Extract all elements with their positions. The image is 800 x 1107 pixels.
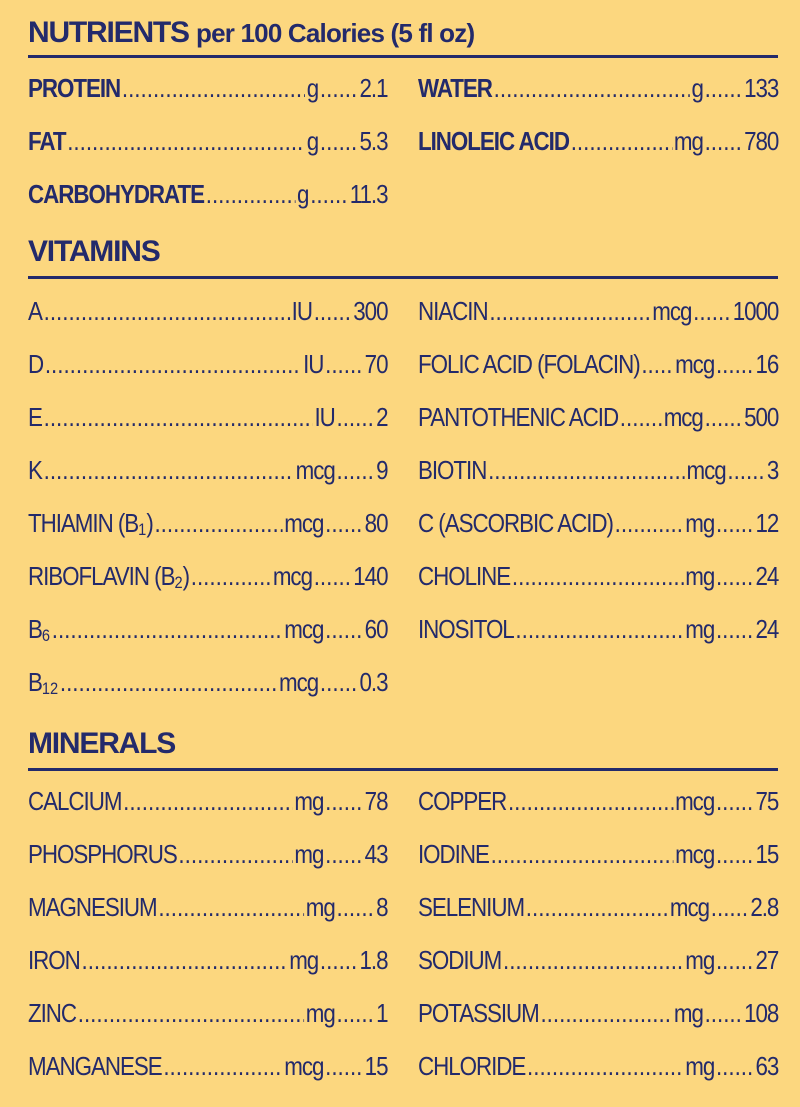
nutrient-value: 2 [376, 402, 388, 432]
vitamins-row [28, 404, 387, 430]
unit-label: g [691, 73, 703, 103]
nutrients-divider [28, 55, 778, 58]
vitamins-row [28, 669, 387, 697]
dot-leader [711, 894, 749, 920]
nutrient-name: BIOTIN [418, 455, 487, 485]
dot-leader [320, 75, 358, 101]
dot-leader [693, 298, 731, 324]
nutrient-value: 2.1 [359, 73, 388, 103]
vitamins-row [418, 298, 778, 324]
nutrient-name: MANGANESE [28, 1051, 162, 1081]
nutrient-value: 108 [744, 998, 779, 1028]
dot-leader [44, 404, 313, 430]
dot-leader [337, 457, 375, 483]
dot-leader [314, 298, 352, 324]
dot-leader [320, 128, 358, 154]
nutrient-name: POTASSIUM [418, 998, 539, 1028]
unit-label: mg [673, 126, 703, 156]
dot-leader [191, 563, 271, 589]
nutrient-name: B12 [28, 667, 59, 698]
unit-label: mg [305, 998, 335, 1028]
unit-label: IU [314, 402, 335, 432]
nutrient-value: 24 [755, 614, 779, 644]
dot-leader [52, 616, 283, 642]
unit-label: mg [685, 945, 715, 975]
unit-label: g [306, 73, 319, 103]
nutrient-name: A [28, 296, 42, 326]
dot-leader [705, 404, 743, 430]
nutrients-row [418, 128, 778, 154]
dot-leader [512, 563, 684, 589]
vitamins-row [28, 457, 387, 483]
nutrient-value: 9 [376, 455, 388, 485]
dot-leader [320, 947, 358, 973]
dot-leader [337, 894, 375, 920]
dot-leader [716, 351, 754, 377]
dot-leader [508, 788, 673, 814]
minerals-title: MINERALS [28, 727, 176, 760]
unit-label: mcg [675, 349, 715, 379]
unit-label: mcg [652, 296, 692, 326]
minerals-divider [28, 768, 778, 771]
nutrient-value: 133 [744, 73, 779, 103]
dot-leader [494, 75, 690, 101]
nutrient-value: 1.8 [359, 945, 388, 975]
vitamins-heading [28, 237, 160, 267]
dot-leader [310, 181, 348, 207]
unit-label: g [297, 179, 309, 209]
minerals-row [28, 1053, 387, 1079]
nutrient-name: PROTEIN [28, 73, 121, 103]
dot-leader [325, 788, 363, 814]
minerals-row [28, 788, 387, 814]
nutrient-name: FOLIC ACID (FOLACIN) [418, 349, 640, 379]
nutrient-name: MAGNESIUM [28, 892, 157, 922]
nutrient-value: 3 [766, 455, 779, 485]
dot-leader [488, 457, 685, 483]
nutrient-name: PANTOTHENIC ACID [418, 402, 619, 432]
nutrient-value: 78 [364, 786, 388, 816]
minerals-heading [28, 729, 175, 759]
nutrient-value: 63 [755, 1051, 779, 1081]
nutrient-value: 70 [364, 349, 388, 379]
nutrients-title: NUTRIENTS [28, 16, 189, 49]
nutrient-value: 15 [755, 839, 779, 869]
nutrient-value: 8 [376, 892, 388, 922]
nutrient-value: 0.3 [359, 667, 388, 697]
minerals-row [418, 841, 778, 867]
dot-leader [122, 75, 305, 101]
unit-label: mcg [675, 786, 715, 816]
minerals-row [418, 1000, 778, 1026]
dot-leader [337, 1000, 375, 1026]
dot-leader [705, 1000, 743, 1026]
nutrients-row [28, 75, 387, 101]
nutrient-name: K [28, 455, 42, 485]
nutrient-name: E [28, 402, 42, 432]
dot-leader [67, 128, 305, 154]
unit-label: mcg [284, 508, 324, 538]
unit-label: mcg [272, 561, 312, 591]
unit-label: mg [685, 614, 715, 644]
nutrient-value: 16 [755, 349, 779, 379]
dot-leader [320, 669, 358, 695]
nutrient-name: SELENIUM [418, 892, 525, 922]
minerals-row [28, 1000, 387, 1026]
minerals-row [418, 894, 778, 920]
nutrient-name: B6 [28, 614, 51, 645]
nutrient-value: 1 [376, 998, 388, 1028]
nutrient-name: D [28, 349, 44, 379]
minerals-row [28, 841, 387, 867]
dot-leader [716, 563, 754, 589]
dot-leader [45, 351, 302, 377]
nutrient-value: 60 [364, 614, 388, 644]
nutrient-name: WATER [418, 73, 492, 103]
nutrient-name: IRON [28, 945, 80, 975]
nutrient-name: IODINE [418, 839, 489, 869]
nutrient-value: 5.3 [359, 126, 388, 156]
dot-leader [571, 128, 672, 154]
vitamins-row [28, 563, 387, 591]
vitamins-row [28, 510, 387, 538]
nutrients-subtitle: per 100 Calories (5 fl oz) [196, 18, 475, 48]
nutrient-value: 140 [353, 561, 388, 591]
unit-label: mcg [663, 402, 703, 432]
dot-leader [526, 894, 668, 920]
unit-label: mg [673, 998, 703, 1028]
dot-leader [325, 616, 363, 642]
dot-leader [123, 788, 293, 814]
dot-leader [44, 457, 294, 483]
dot-leader [154, 510, 282, 536]
vitamins-row [418, 404, 778, 430]
vitamins-row [418, 457, 778, 483]
nutrient-value: 11.3 [349, 179, 388, 209]
nutrient-name: ZINC [28, 998, 77, 1028]
dot-leader [503, 947, 684, 973]
dot-leader [620, 404, 662, 430]
dot-leader [44, 298, 290, 324]
unit-label: mcg [675, 839, 715, 869]
nutrient-name: CHOLINE [418, 561, 511, 591]
dot-leader [78, 1000, 304, 1026]
dot-leader [178, 841, 292, 867]
subscript: 6 [41, 626, 51, 645]
nutrient-name: COPPER [418, 786, 507, 816]
unit-label: IU [303, 349, 324, 379]
nutrient-name: INOSITOL [418, 614, 514, 644]
nutrient-value: 1000 [732, 296, 779, 326]
nutrient-name: SODIUM [418, 945, 502, 975]
nutrient-value: 80 [364, 508, 388, 538]
vitamins-row [418, 351, 778, 377]
vitamins-row [28, 616, 387, 644]
nutrients-row [28, 181, 387, 207]
nutrient-value: 43 [364, 839, 388, 869]
minerals-row [28, 894, 387, 920]
dot-leader [81, 947, 287, 973]
unit-label: mcg [284, 1051, 324, 1081]
unit-label: mg [294, 839, 324, 869]
dot-leader [716, 841, 754, 867]
dot-leader [60, 669, 277, 695]
dot-leader [337, 404, 375, 430]
nutrients-row [418, 75, 778, 101]
nutrients-heading [28, 18, 474, 48]
unit-label: IU [291, 296, 312, 326]
nutrient-value: 24 [755, 561, 779, 591]
nutrient-value: 500 [744, 402, 779, 432]
vitamins-title: VITAMINS [28, 235, 160, 268]
unit-label: mg [294, 786, 324, 816]
vitamins-divider [28, 276, 778, 279]
dot-leader [515, 616, 683, 642]
minerals-row [418, 1053, 778, 1079]
subscript: 12 [41, 679, 59, 698]
nutrient-value: 27 [755, 945, 779, 975]
minerals-row [418, 788, 778, 814]
minerals-row [418, 947, 778, 973]
unit-label: g [306, 126, 319, 156]
nutrient-name: CHLORIDE [418, 1051, 526, 1081]
unit-label: mcg [295, 455, 335, 485]
vitamins-row [28, 351, 387, 377]
dot-leader [716, 788, 754, 814]
minerals-row [28, 947, 387, 973]
dot-leader [325, 1053, 363, 1079]
unit-label: mcg [686, 455, 726, 485]
unit-label: mg [289, 945, 319, 975]
vitamins-row [418, 510, 778, 536]
dot-leader [491, 841, 674, 867]
dot-leader [716, 1053, 754, 1079]
dot-leader [716, 947, 754, 973]
nutrient-value: 15 [364, 1051, 388, 1081]
dot-leader [163, 1053, 282, 1079]
nutrient-name: C (ASCORBIC ACID) [418, 508, 613, 538]
unit-label: mg [685, 1051, 715, 1081]
nutrient-name: CALCIUM [28, 786, 122, 816]
dot-leader [716, 616, 754, 642]
dot-leader [727, 457, 765, 483]
dot-leader [540, 1000, 672, 1026]
dot-leader [705, 75, 743, 101]
unit-label: mcg [279, 667, 319, 697]
nutrient-value: 780 [744, 126, 779, 156]
nutrient-name: RIBOFLAVIN (B2) [28, 561, 190, 592]
dot-leader [325, 510, 363, 536]
dot-leader [527, 1053, 684, 1079]
dot-leader [314, 563, 352, 589]
dot-leader [158, 894, 304, 920]
nutrient-name: FAT [28, 126, 66, 156]
unit-label: mg [685, 561, 715, 591]
nutrient-value: 75 [755, 786, 779, 816]
vitamins-row [28, 298, 387, 324]
dot-leader [325, 841, 363, 867]
vitamins-row [418, 616, 778, 642]
nutrient-name: LINOLEIC ACID [418, 126, 569, 156]
subscript: 2 [174, 573, 183, 592]
nutrient-value: 12 [755, 508, 779, 538]
dot-leader [705, 128, 743, 154]
nutrient-name: CARBOHYDRATE [28, 179, 205, 209]
unit-label: mcg [284, 614, 324, 644]
dot-leader [615, 510, 684, 536]
nutrient-name: PHOSPHORUS [28, 839, 177, 869]
unit-label: mcg [669, 892, 710, 922]
subscript: 1 [138, 520, 147, 539]
dot-leader [489, 298, 650, 324]
dot-leader [206, 181, 296, 207]
dot-leader [325, 351, 363, 377]
unit-label: mg [305, 892, 335, 922]
nutrient-name: NIACIN [418, 296, 488, 326]
nutrient-value: 2.8 [750, 892, 779, 922]
dot-leader [641, 351, 673, 377]
vitamins-row [418, 563, 778, 589]
nutrient-value: 300 [353, 296, 388, 326]
nutrients-row [28, 128, 387, 154]
nutrient-name: THIAMIN (B1) [28, 508, 153, 539]
dot-leader [716, 510, 754, 536]
unit-label: mg [685, 508, 715, 538]
